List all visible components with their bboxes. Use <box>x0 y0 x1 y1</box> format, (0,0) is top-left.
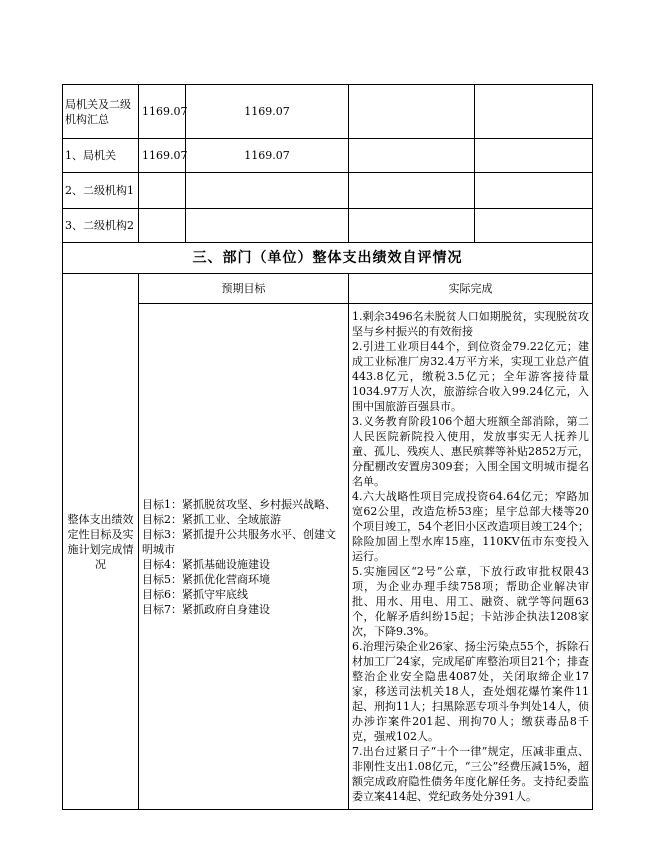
value-cell <box>139 173 186 209</box>
value-cell <box>349 85 475 139</box>
actual-item: 1.剩余3496名未脱贫人口如期脱贫，实现脱贫攻坚与乡村振兴的有效衔接 <box>352 310 589 338</box>
goal-item: 目标5：紧抓优化营商环境 <box>142 572 270 586</box>
actual-item: 4.六大战略性项目完成投资64.64亿元；窄路加宽62公里，改造危桥53座；星宇总部大楼等20个项目竣工，54个老旧小区改造项目竣工24个；除险加固上型水库15座，110KV伍市东变投入运行。 <box>352 490 589 563</box>
section-row <box>63 243 593 274</box>
content-row <box>63 304 593 810</box>
value-cell: 1169.07 <box>139 139 186 173</box>
value-cell <box>475 173 593 209</box>
goal-item: 目标6：紧抓守牢底线 <box>142 587 248 601</box>
value-cell: 1169.07 <box>186 139 349 173</box>
goal-item: 目标7：紧抓政府自身建设 <box>142 602 270 616</box>
actual-item: 7.出台过紧日子“十个一律”规定，压减非重点、非刚性支出1.08亿元，“三公”经费压减15%，超额完成政府隐性债务年度化解任务。支持纪委监委立案414起、党纪政务处分391人。 <box>352 745 589 803</box>
performance-table <box>62 84 592 840</box>
value-cell: 1169.07 <box>186 85 349 139</box>
table-row <box>63 139 593 173</box>
row-label: 1、局机关 <box>63 139 139 173</box>
side-label: 整体支出绩效定性目标及实施计划完成情况 <box>63 274 139 810</box>
actual-item: 3.义务教育阶段106个超大班额全部消除，第二人民医院新院投入使用，发放事实无人抚养儿童、孤儿、残疾人、惠民殡葬等补贴2852万元，分配棚改安置房309套；入围全国文明城市提名名单。 <box>352 415 589 488</box>
goal-item: 目标2：紧抓工业、全域旅游 <box>142 512 281 526</box>
value-cell <box>186 209 349 243</box>
header-row <box>63 274 593 304</box>
actual-results <box>349 304 593 810</box>
budget-table <box>62 84 593 810</box>
value-cell <box>475 139 593 173</box>
expected-header: 预期目标 <box>139 274 349 304</box>
row-label: 3、二级机构2 <box>63 209 139 243</box>
row-label: 2、二级机构1 <box>63 173 139 209</box>
value-cell <box>349 173 475 209</box>
expected-goals <box>139 304 349 810</box>
actual-item: 5.实施园区“2号”公章，下放行政审批权限43项，为企业办理手续758项；帮助企业解决审批、用水、用电、用工、融资、就学等问题63个，化解矛盾纠纷15起；卡站涉企执法1208家次，下降9.3%。 <box>352 565 589 638</box>
table-row <box>63 173 593 209</box>
actual-item: 2.引进工业项目44个，到位资金79.22亿元；建成工业标准厂房32.4万平方米，实现工业总产值443.8亿元，缴税3.5亿元；全年游客接待量1034.97万人次，旅游综合收入99.24亿元，入围中国旅游百强县市。 <box>352 340 589 413</box>
row-label: 局机关及二级机构汇总 <box>63 85 139 139</box>
value-cell: 1169.07 <box>139 85 186 139</box>
value-cell <box>349 209 475 243</box>
actual-header: 实际完成 <box>349 274 593 304</box>
actual-item: 6.治理污染企业26家、扬尘污染点55个，拆除石材加工厂24家，完成尾矿库整治项目21个；排查整治企业安全隐患4087处，关闭取缔企业17家，移送司法机关18人，查处烟花爆竹案件11起、刑拘11人；扫黑除恶专项斗争判处14人，侦办涉诈案件201起、刑拘70人；缴获毒品8千克，强戒102人。 <box>352 640 589 743</box>
section-title: 三、部门（单位）整体支出绩效自评情况 <box>63 243 593 274</box>
value-cell <box>186 173 349 209</box>
value-cell <box>349 139 475 173</box>
value-cell <box>139 209 186 243</box>
table-row <box>63 209 593 243</box>
value-cell <box>475 85 593 139</box>
goal-item: 目标1：紧抓脱贫攻坚、乡村振兴战略、 <box>142 497 336 511</box>
goal-item: 目标4：紧抓基础设施建设 <box>142 557 270 571</box>
goal-item: 目标3：紧抓提升公共服务水平、创建文明城市 <box>142 527 336 556</box>
table-row <box>63 85 593 139</box>
value-cell <box>475 209 593 243</box>
